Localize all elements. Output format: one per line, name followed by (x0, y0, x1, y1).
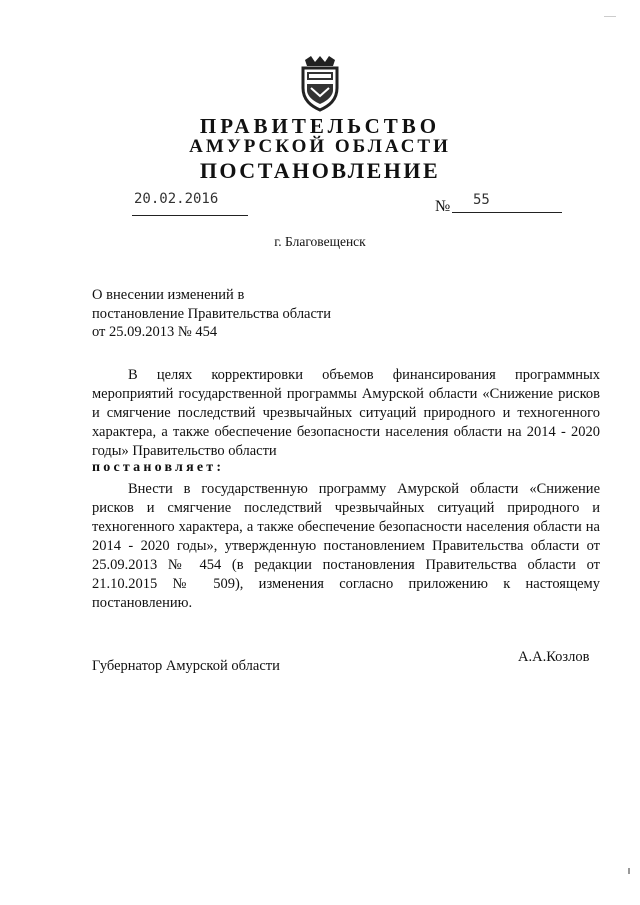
document-type-title: ПОСТАНОВЛЕНИЕ (199, 158, 441, 183)
signatory-name: А.А.Козлов (518, 649, 590, 665)
number-sign: № (435, 198, 451, 215)
document-number: 55 (473, 192, 490, 208)
region-title: АМУРСКОЙ ОБЛАСТИ (189, 136, 451, 157)
scan-speck (604, 16, 616, 17)
decree-word: постановляет: (92, 460, 225, 475)
signatory-title: Губернатор Амурской области (92, 658, 280, 674)
government-title: ПРАВИТЕЛЬСТВО (199, 114, 441, 138)
number-underline (452, 212, 562, 213)
coat-of-arms-icon (297, 54, 343, 112)
decree-paragraph: Внести в государственную программу Амурской области «Снижение рисков и смягчение последствий чрезвычайных ситуаций природного и техногенного характера, а также обеспечение безопасности населения области на 2014 - 2020 годы», утвержденную постановлением Правительства области от 25.09.2013 № 454 (в редакции постановления Правительства области от 21.10.2015 № 509), изменения согласно приложению к настоящему постановлению. (92, 481, 600, 611)
scan-speck (628, 868, 630, 874)
date-underline (132, 215, 248, 216)
document-subject: О внесении изменений в постановление Правительства области от 25.09.2013 № 454 (92, 287, 332, 340)
preamble-paragraph: В целях корректировки объемов финансирования программных мероприятий государственной программы Амурской области «Снижение рисков и смягчение последствий чрезвычайных ситуаций природного и техногенного характера, а также обеспечение безопасности населения области на 2014 - 2020 годы» Правительство области (92, 367, 600, 459)
document-date: 20.02.2016 (134, 191, 219, 207)
city-label: г. Благовещенск (274, 234, 366, 249)
